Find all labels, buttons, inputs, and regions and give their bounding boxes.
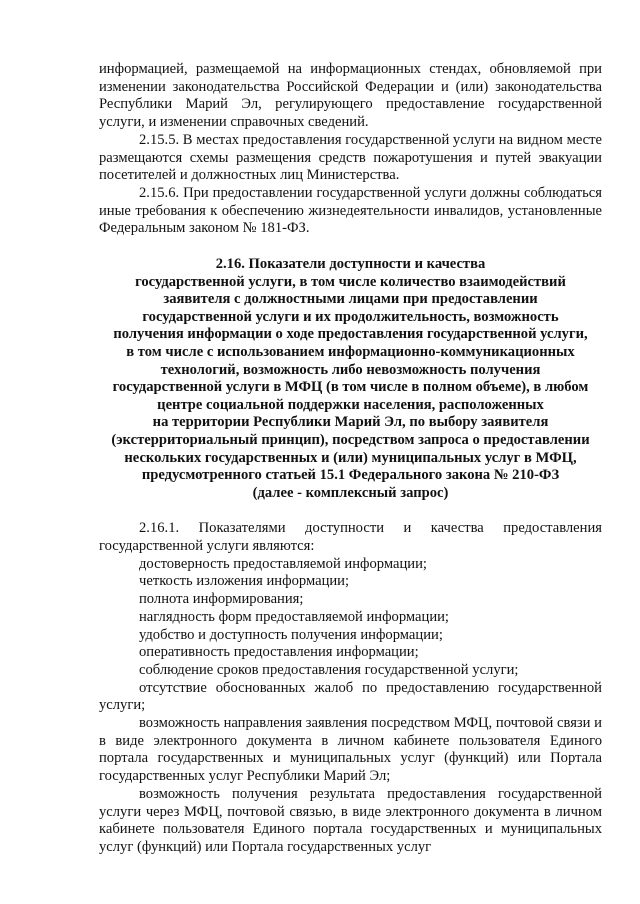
- list-item: удобство и доступность получения информации;: [139, 626, 443, 643]
- paragraph-2-15-6: 2.15.6. При предоставлении государственной услуги должны соблюдаться иные требования к обеспечению жизнедеятельности инвалидов, установленные Федеральным законом № 181-ФЗ.: [99, 184, 602, 237]
- list-item: оперативность предоставления информации;: [139, 644, 419, 661]
- heading-line: на территории Республики Марий Эл, по выбору заявителя: [152, 414, 549, 431]
- heading-line: нескольких государственных и (или) муниципальных услуг в МФЦ,: [124, 449, 577, 466]
- list-item: наглядность форм предоставляемой информации;: [139, 608, 449, 625]
- heading-line: предусмотренного статьей 15.1 Федерального закона № 210-ФЗ: [141, 467, 560, 484]
- heading-line: государственной услуги и их продолжительность, возможность: [142, 308, 559, 325]
- paragraph-result-methods: возможность получения результата предоставления государственной услуги через МФЦ, почтовой связью, в виде электронного документа в личном кабинете пользователя Единого портала государственных и муниципальных услуг (функций) или Портала государственных услуг: [99, 785, 602, 855]
- heading-line: (далее - комплексный запрос): [252, 484, 449, 501]
- paragraph-submission-methods: возможность направления заявления посредством МФЦ, почтовой связи и в виде электронного документа в личном кабинете пользователя Единого портала государственных и муниципальных услуг (функций) или Портала государственных услуг Республики Марий Эл;: [99, 715, 602, 785]
- heading-line: (экстерриториальный принцип), посредством запроса о предоставлении: [111, 431, 590, 448]
- heading-line: технологий, возможность либо невозможность получения: [160, 361, 541, 378]
- heading-line: в том числе с использованием информационно-коммуникационных: [126, 344, 575, 360]
- paragraph-2-16-1: 2.16.1. Показателями доступности и качества предоставления государственной услуги являются:: [99, 520, 602, 555]
- heading-line: 2.16. Показатели доступности и качества: [215, 256, 486, 273]
- heading-line: заявителя с должностными лицами при предоставлении: [163, 291, 538, 308]
- list-item: четкость изложения информации;: [139, 573, 350, 590]
- paragraph-stands-info: информацией, размещаемой на информационных стендах, обновляемой при изменении законодательства Российской Федерации и (или) законодательства Республики Марий Эл, регулирующего предоставление государственной услуги, и изменении справочных сведений.: [99, 61, 602, 131]
- heading-line: центре социальной поддержки населения, расположенных: [157, 396, 544, 413]
- section-heading-2-16: [99, 256, 602, 502]
- heading-line: получения информации о ходе предоставления государственной услуги,: [113, 326, 588, 343]
- heading-line: государственной услуги, в том числе количество взаимодействий: [135, 273, 566, 290]
- document-body: [99, 61, 602, 857]
- list-item: соблюдение сроков предоставления государственной услуги;: [139, 661, 519, 678]
- list-item: достоверность предоставляемой информации;: [139, 555, 427, 572]
- heading-line: государственной услуги в МФЦ (в том числе в полном объеме), в любом: [112, 379, 589, 396]
- paragraph-2-15-5: 2.15.5. В местах предоставления государственной услуги на видном месте размещаются схемы размещения средств пожаротушения и путей эвакуации посетителей и должностных лиц Министерства.: [99, 131, 602, 184]
- list-item: полнота информирования;: [139, 591, 304, 608]
- paragraph-no-complaints: отсутствие обоснованных жалоб по предоставлению государственной услуги;: [99, 679, 602, 714]
